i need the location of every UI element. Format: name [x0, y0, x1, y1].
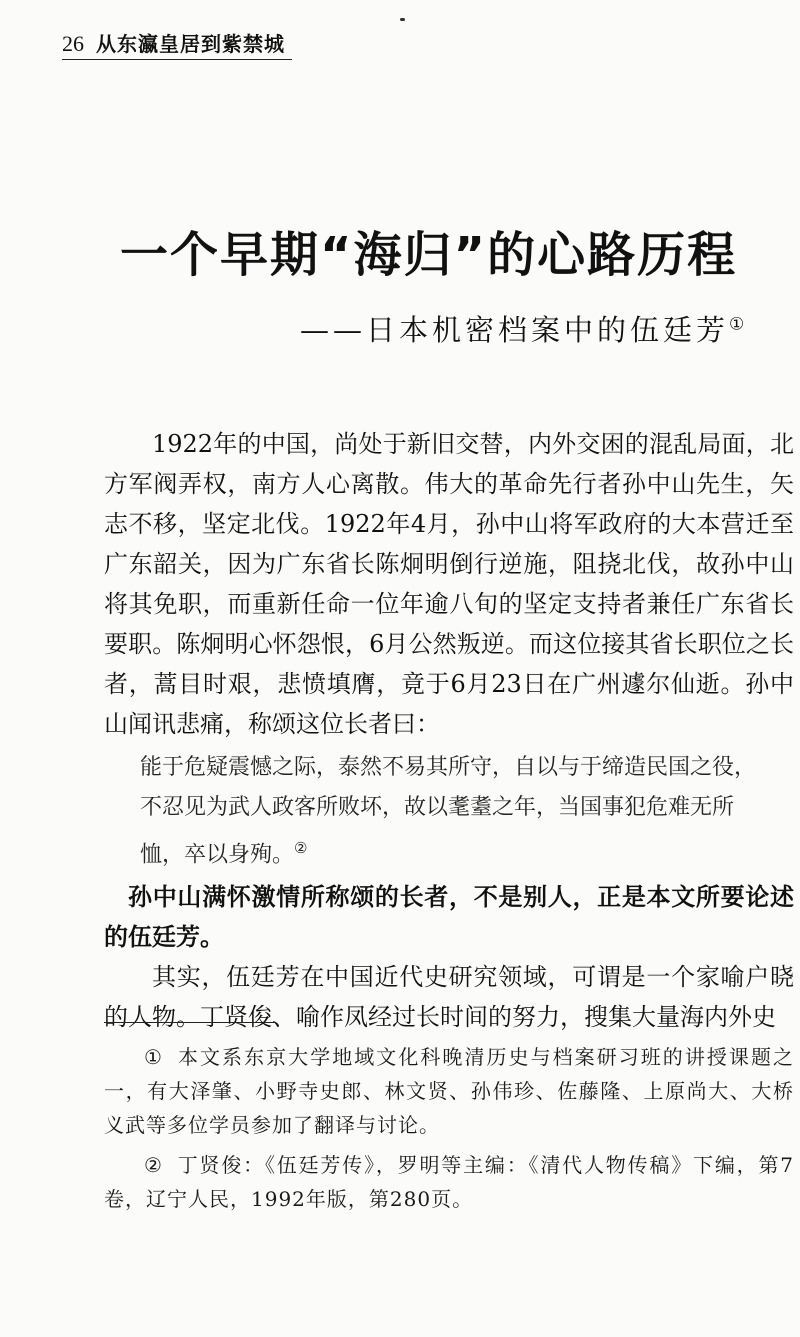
- book-title: 从东瀛皇居到紫禁城: [96, 32, 285, 56]
- footnote-1: [104, 1040, 794, 1142]
- article-subtitle: [300, 308, 745, 349]
- subtitle-text: ——日本机密档案中的伍廷芳: [300, 313, 730, 347]
- quote-text: 能于危疑震憾之际，泰然不易其所守，自以与于缔造民国之役，不忍见为武人政客所败坏，故以耄耋之年，当国事犯危难无所恤，卒以身殉。: [140, 755, 757, 868]
- footnote-ref-1[interactable]: ①: [729, 314, 745, 335]
- footnote-text: 丁贤俊：《伍廷芳传》，罗明等主编：《清代人物传稿》下编，第7卷，辽宁人民，1992年版，第280页。: [104, 1153, 794, 1211]
- footnote-mark: ①: [144, 1045, 164, 1069]
- scan-speck: [400, 18, 405, 21]
- footnote-text: 本文系东京大学地域文化科晚清历史与档案研习班的讲授课题之一，有大泽肇、小野寺史郎、林文贤、孙伟珍、佐藤隆、上原尚大、大桥义武等多位学员参加了翻译与讨论。: [104, 1045, 794, 1137]
- running-head: [62, 28, 292, 60]
- paragraph-1: 1922年的中国，尚处于新旧交替，内外交困的混乱局面，北方军阀弄权，南方人心离散。伟大的革命先行者孙中山先生，矢志不移，坚定北伐。1922年4月，孙中山将军政府的大本营迁至广东韶关，因为广东省长陈炯明倒行逆施，阻挠北伐，故孙中山将其免职，而重新任命一位年逾八旬的坚定支持者兼任广东省长要职。陈炯明心怀怨恨，6月公然叛逆。而这位接其省长职位之长者，蒿目时艰，悲愤填膺，竟于6月23日在广州遽尔仙逝。孙中山闻讯悲痛，称颂这位长者曰：: [104, 430, 794, 738]
- footnote-rule: [104, 1022, 276, 1023]
- paragraph-3: 其实，伍廷芳在中国近代史研究领域，可谓是一个家喻户晓的人物。丁贤俊、喻作凤经过长时间的努力，搜集大量海内外史: [104, 963, 794, 1032]
- footnote-2: [104, 1148, 794, 1216]
- page-number: 26: [62, 31, 84, 56]
- block-quote: [104, 748, 794, 875]
- paragraph-2: 孙中山满怀激情所称颂的长者，不是别人，正是本文所要论述的伍廷芳。: [104, 882, 794, 952]
- article-body: [104, 424, 794, 1037]
- footnote-mark: ②: [144, 1153, 164, 1177]
- article-title: 一个早期“海归”的心路历程: [120, 227, 738, 283]
- footnote-ref-2[interactable]: ②: [294, 839, 308, 857]
- footnotes: [104, 1040, 794, 1222]
